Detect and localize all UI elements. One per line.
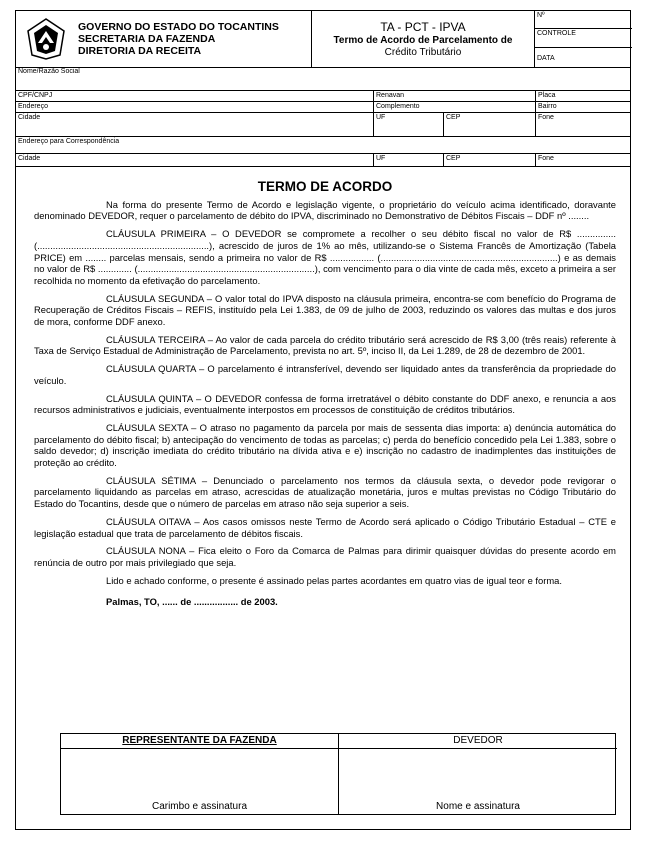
fone-label: Fone [538, 114, 554, 121]
fazenda-foot: Carimbo e assinatura [151, 801, 248, 812]
placa-field[interactable] [535, 91, 632, 101]
renavan-field[interactable] [373, 91, 535, 101]
row-cpf [16, 91, 630, 102]
cidade2-label: Cidade [18, 155, 41, 162]
clause-primeira: CLÁUSULA PRIMEIRA – O DEVEDOR se compromete a recolher o seu débito fiscal no valor de R$ ............... (..................................................................), acrescido de juros de 1% ao mês, utilizando-se o Sistema Francês de Amortização (Tabela PRICE) em ........ parcelas mensais, sendo a primeira no valor de R$ ................. (....................................................................) e as demais no valor de R$ ............. (....................................................................), com vencimento para o dia vinte de cada mês, exceto a primeira a ser recolhida no momento da efetivação do parcelamento. [34, 228, 616, 286]
agreement-body [34, 181, 616, 614]
uf2-label: UF [376, 155, 386, 162]
closing-paragraph: Lido e achado conforme, o presente é assinado pelas partes acordantes em quatro vias de igual teor e forma. [106, 574, 563, 586]
renavan-label: Renavan [376, 92, 405, 99]
controle-field[interactable] [535, 29, 632, 48]
bairro-label: Bairro [538, 103, 557, 110]
org-names [78, 21, 279, 57]
clause-quarta: CLÁUSULA QUARTA – O parcelamento é intransferível, devendo ser liquidado antes da transferência da propriedade do veículo. [34, 363, 616, 386]
complemento-label: Complemento [376, 103, 420, 110]
doc-code: TA - PCT - IPVA [380, 20, 466, 34]
fone2-label: Fone [538, 155, 554, 162]
header-doc-title-block [312, 11, 535, 67]
cidade-label: Cidade [18, 114, 41, 121]
header-org-block [16, 11, 312, 67]
controle-label: CONTROLE [537, 30, 576, 37]
uf-label: UF [376, 114, 386, 121]
state-coat-of-arms-icon [24, 17, 68, 61]
uf2-field[interactable] [373, 154, 443, 166]
agreement-title: TERMO DE ACORDO [257, 179, 393, 194]
signature-table [60, 733, 616, 815]
clause-quinta: CLÁUSULA QUINTA – O DEVEDOR confessa de forma irretratável o débito constante do DDF anexo, e renuncia a aos recursos administrativos e judiciais, eventualmente interpostos em processos de constituição de créditos tributários. [34, 392, 616, 416]
row-endereco [16, 102, 630, 113]
org-line-government: GOVERNO DO ESTADO DO TOCANTINS [78, 21, 279, 33]
cep-field[interactable] [443, 113, 535, 136]
clause-setima: CLÁUSULA SÉTIMA – Denunciado o parcelamento nos termos da cláusula sexta, o devedor pode revigorar o parcelamento liquidando as parcelas em atraso, acrescidas de atualização monetária, juros e multas previstas no Código Tributário do Estado do Tocantins, desde que o número de parcelas em atraso não seja superior a seis. [34, 474, 616, 510]
cpf-label: CPF/CNPJ [18, 92, 53, 99]
data-label: DATA [537, 55, 555, 62]
row-nome[interactable] [16, 67, 630, 91]
clause-sexta: CLÁUSULA SEXTA – O atraso no pagamento da parcela por mais de sessenta dias importa: a) denúncia automática do parcelamento do débito fiscal; b) antecipação do vencimento de todas as parcelas; c) perda do benefício concedido pela Lei 1.383, sobre o saldo devedor; d) inscrição imediata do crédito tributário na dívida ativa e e) inscrição no cadastro de inadimplentes das instituições de proteção ao crédito. [34, 421, 616, 469]
form-page [15, 10, 631, 830]
number-label: Nº [537, 12, 545, 19]
org-line-secretariat: SECRETARIA DA FAZENDA [78, 33, 216, 45]
fazenda-head: REPRESENTANTE DA FAZENDA [61, 734, 338, 749]
clause-oitava: CLÁUSULA OITAVA – Aos casos omissos neste Termo de Acordo será aplicado o Código Tributário Estadual – CTE e legislação estadual que trata de parcelamento de débitos fiscais. [34, 515, 616, 539]
uf-field[interactable] [373, 113, 443, 136]
endereco-label: Endereço [18, 103, 48, 110]
row-endereco-correspondencia[interactable] [16, 137, 630, 154]
endereco-corr-label: Endereço para Correspondência [18, 138, 120, 145]
devedor-head: DEVEDOR [339, 734, 617, 749]
clause-terceira: CLÁUSULA TERCEIRA – Ao valor de cada parcela do crédito tributário será acrescido de R$ 3,00 (três reais) referente à Taxa de Serviço Estadual de Administração de Parcelamento, prevista no art. 5º, inciso II, da Lei 1.289, de 28 de dezembro de 2001. [34, 333, 616, 357]
bairro-field[interactable] [535, 102, 632, 112]
fone2-field[interactable] [535, 154, 632, 166]
doc-subtitle: Crédito Tributário [384, 47, 462, 58]
cep-label: CEP [446, 114, 461, 121]
clause-segunda: CLÁUSULA SEGUNDA – O valor total do IPVA disposto na cláusula primeira, encontra-se com benefício do Programa de Recuperação de Créditos Fiscais – REFIS, instituído pela Lei 1.383, de 09 de julho de 2003, reduzindo os valores das multas e dos juros de mora, conforme DDF anexo. [34, 292, 616, 328]
fone-field[interactable] [535, 113, 632, 136]
cep2-field[interactable] [443, 154, 535, 166]
intro-paragraph: Na forma do presente Termo de Acordo e legislação vigente, o proprietário do veículo acima identificado, doravante denominado DEVEDOR, requer o parcelamento de débito do IPVA, discriminado no Demonstrativo de Débitos Fiscais – DDF nº ........ [34, 198, 616, 222]
row-cidade [16, 113, 630, 137]
clause-nona: CLÁUSULA NONA – Fica eleito o Foro da Comarca de Palmas para dirimir quaisquer dúvidas do presente acordo em renúncia de outro por mais privilegiado que seja. [34, 545, 616, 568]
date-line: Palmas, TO, ...... de ................. de 2003. [106, 596, 278, 608]
org-line-directorate: DIRETORIA DA RECEITA [78, 45, 202, 57]
placa-label: Placa [538, 92, 556, 99]
devedor-foot: Nome e assinatura [436, 801, 520, 812]
row-cidade-2 [16, 154, 630, 167]
complemento-field[interactable] [373, 102, 535, 112]
number-field[interactable] [535, 11, 632, 29]
doc-title: Termo de Acordo de Parcelamento de [333, 35, 513, 46]
header-control-block [535, 11, 632, 67]
nome-label: Nome/Razão Social [18, 68, 80, 75]
data-field[interactable] [535, 48, 632, 67]
cep2-label: CEP [446, 155, 461, 162]
signature-devedor[interactable] [339, 734, 617, 814]
signature-fazenda[interactable] [61, 734, 339, 814]
